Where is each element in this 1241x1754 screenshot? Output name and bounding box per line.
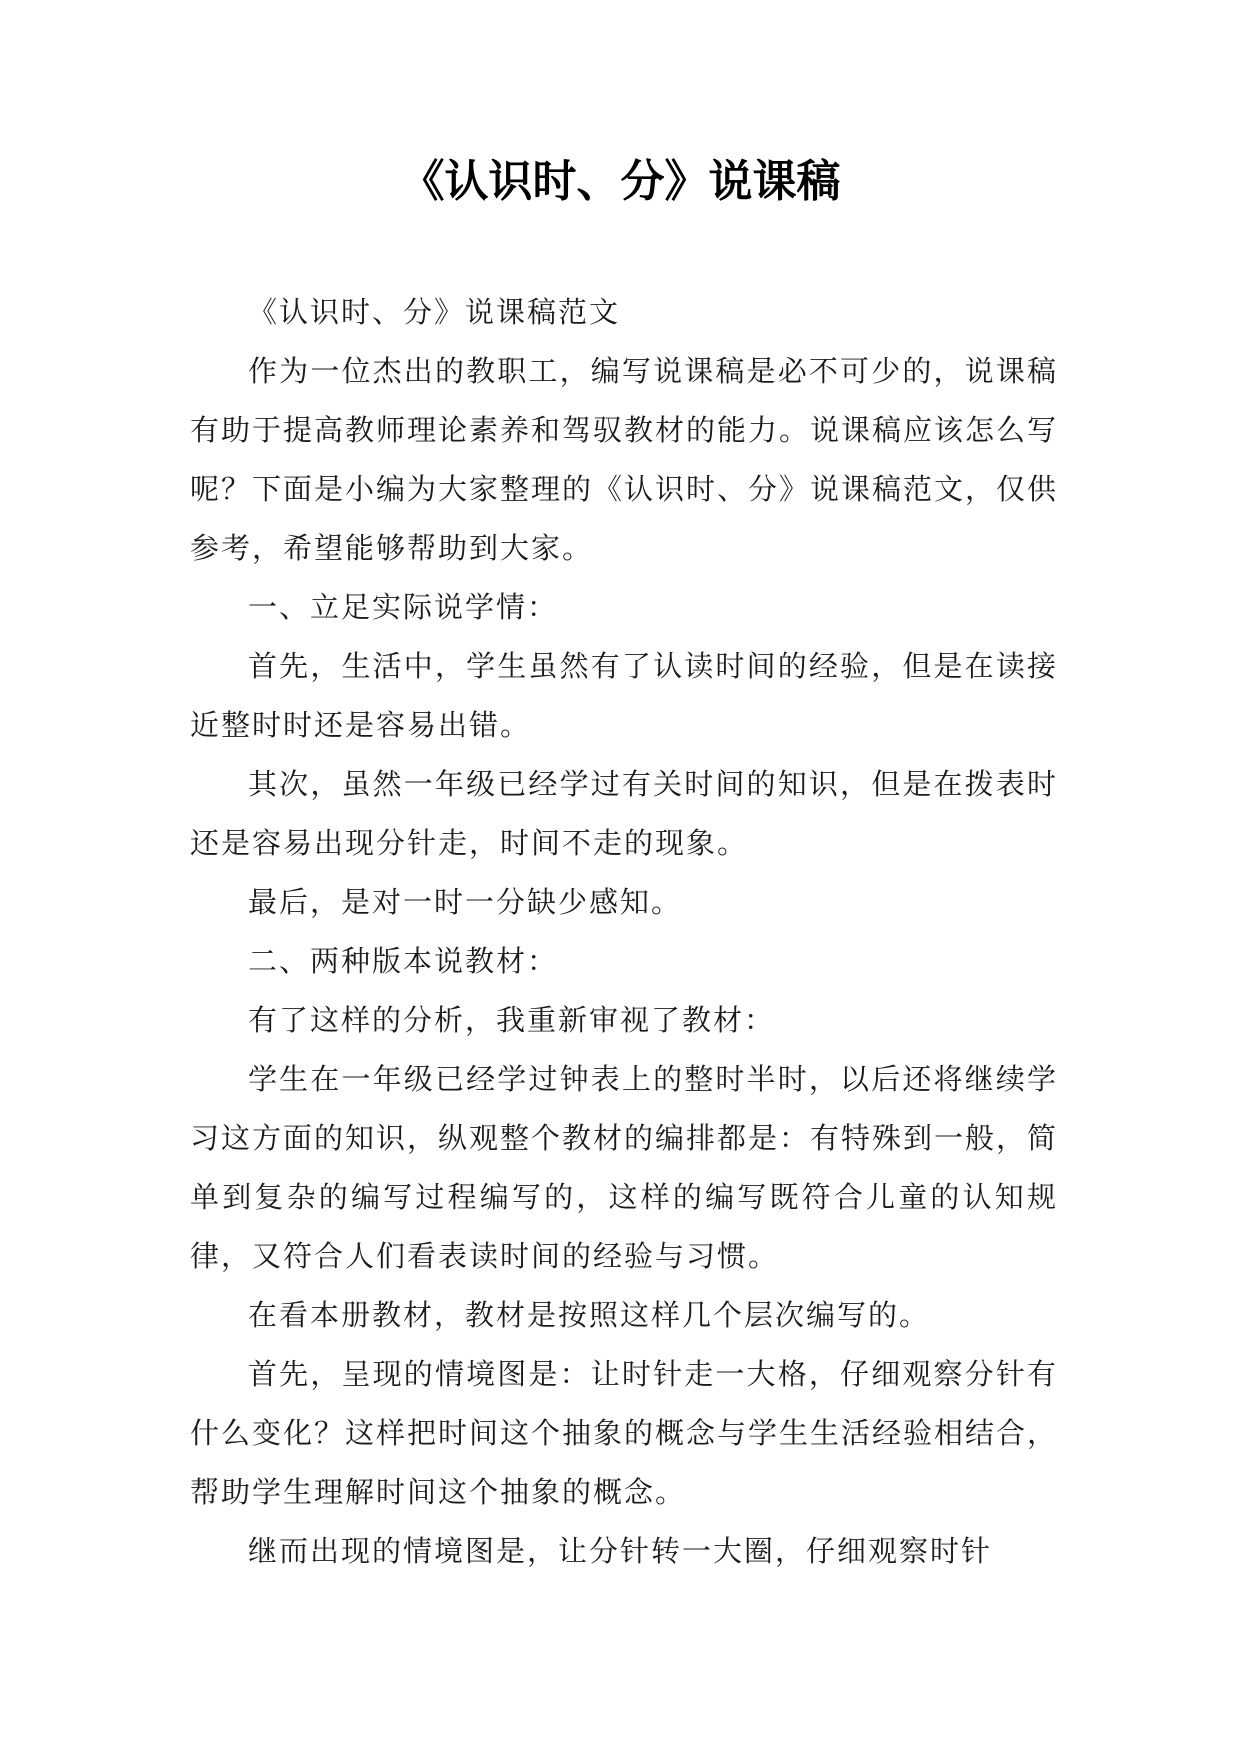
paragraph: 继而出现的情境图是，让分针转一大圈，仔细观察时针 [248, 1534, 993, 1568]
document-body [190, 283, 1058, 1581]
paragraph: 在看本册教材，教材是按照这样几个层次编写的。 [248, 1298, 931, 1332]
paragraph: 作为一位杰出的教职工，编写说课稿是必不可少的，说课稿有助于提高教师理论素养和驾驭教材的能力。说课稿应该怎么写呢？下面是小编为大家整理的《认识时、分》说课稿范文，仅供参考，希望能够帮助到大家。 [190, 354, 1059, 565]
paragraph: 首先，呈现的情境图是：让时针走一大格，仔细观察分针有什么变化？这样把时间这个抽象的概念与学生生活经验相结合，帮助学生理解时间这个抽象的概念。 [190, 1357, 1059, 1509]
paragraph: 一、立足实际说学情： [248, 590, 559, 624]
paragraph: 其次，虽然一年级已经学过有关时间的知识，但是在拨表时还是容易出现分针走，时间不走的现象。 [190, 767, 1058, 860]
paragraph: 最后，是对一时一分缺少感知。 [248, 885, 683, 919]
paragraph: 二、两种版本说教材： [248, 944, 559, 978]
paragraph: 有了这样的分析，我重新审视了教材： [248, 1003, 776, 1037]
paragraph: 首先，生活中，学生虽然有了认读时间的经验，但是在读接近整时时还是容易出错。 [190, 649, 1058, 742]
paragraph: 学生在一年级已经学过钟表上的整时半时，以后还将继续学习这方面的知识，纵观整个教材的编排都是：有特殊到一般，简单到复杂的编写过程编写的，这样的编写既符合儿童的认知规律，又符合人们看表读时间的经验与习惯。 [190, 1062, 1059, 1273]
document-title: 《认识时、分》说课稿 [400, 156, 841, 207]
paragraph: 《认识时、分》说课稿范文 [248, 295, 621, 329]
